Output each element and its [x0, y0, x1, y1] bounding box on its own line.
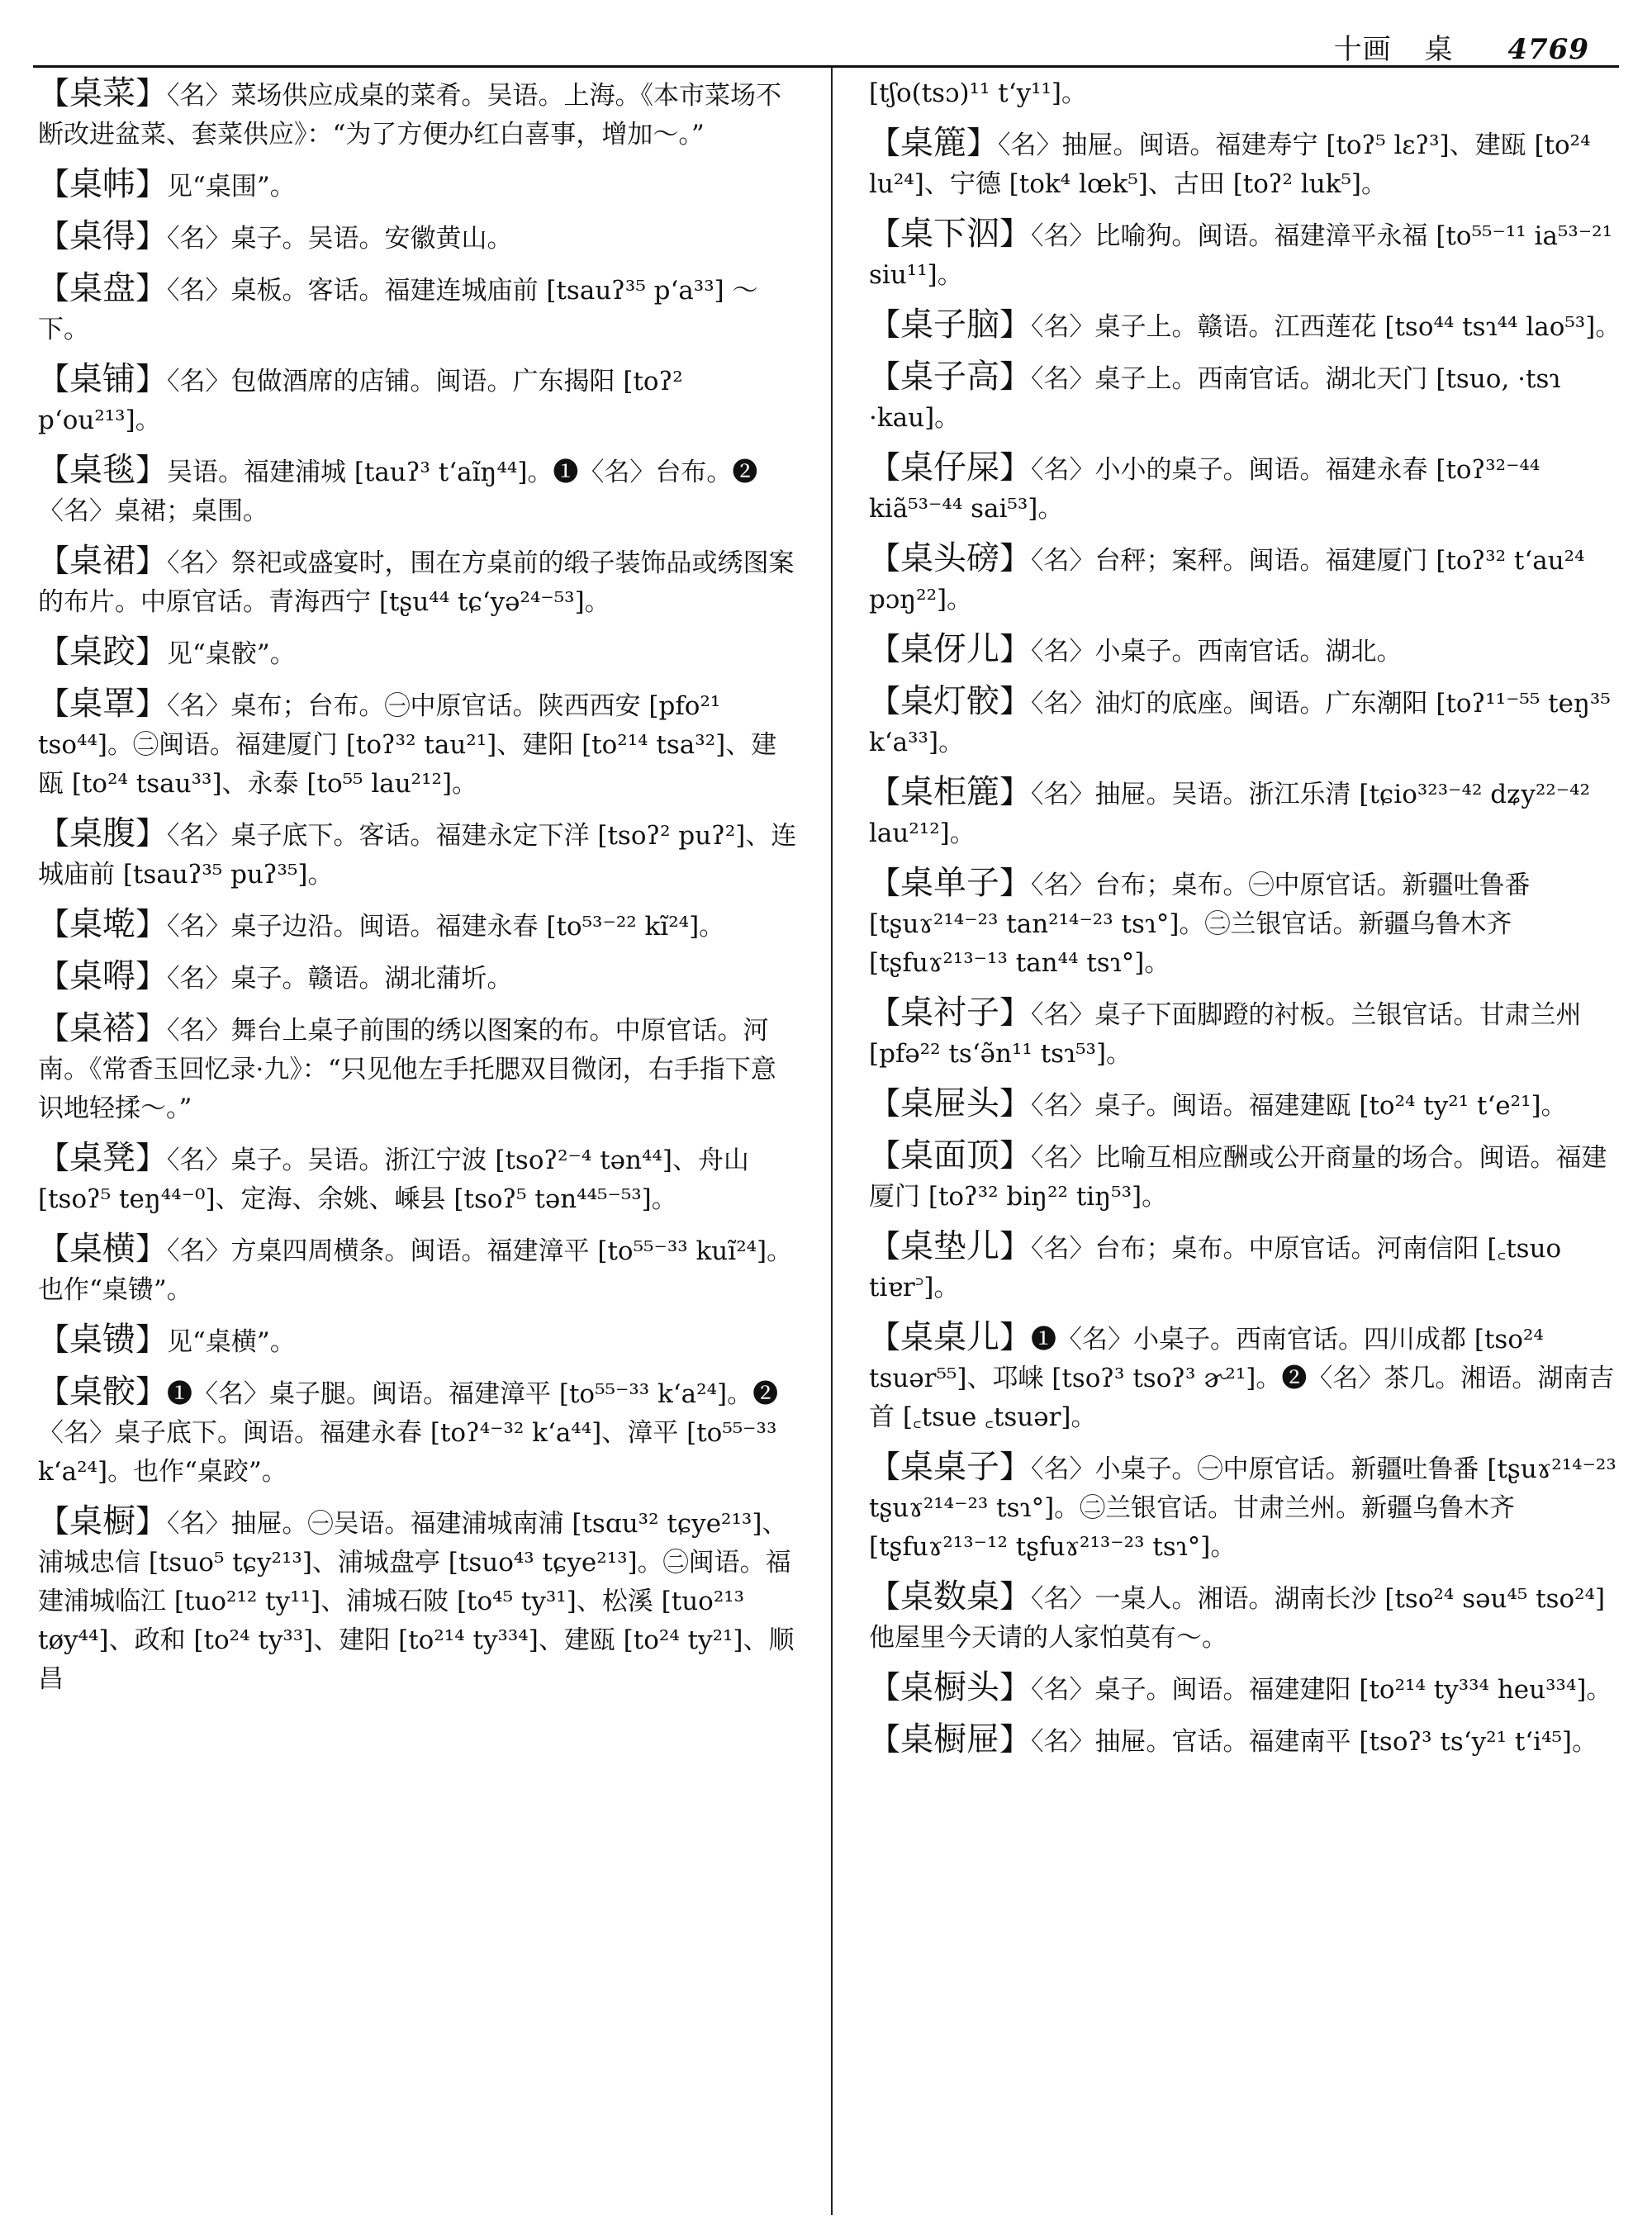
dictionary-entry [33, 360, 801, 440]
entry-headword: 桌铺 [69, 360, 136, 398]
headword-bracket-open: 【 [869, 683, 901, 719]
headword-bracket-open: 【 [38, 361, 70, 397]
entry-headword: 桌伢儿 [900, 630, 1000, 668]
headword-bracket-close: 】 [999, 1578, 1032, 1615]
headword-bracket-open: 【 [38, 1010, 70, 1046]
headword-bracket-close: 】 [135, 1231, 168, 1267]
headword-bracket-open: 【 [869, 1669, 901, 1706]
headword-bracket-open: 【 [38, 906, 70, 942]
dictionary-entry [864, 1318, 1632, 1437]
entry-headword: 桌镄 [69, 1321, 136, 1359]
entry-headword: 桌桌子 [900, 1448, 1000, 1486]
dictionary-entry [864, 124, 1632, 204]
headword-bracket-open: 【 [869, 1578, 901, 1615]
headword-bracket-open: 【 [869, 865, 901, 901]
dictionary-entry [33, 1373, 801, 1492]
entry-definition: 〈名〉桌子。吴语。浙江宁波 [tsoʔ²⁻⁴ tən⁴⁴]、舟山 [tsoʔ⁵ teŋ⁴⁴⁻⁰]、定海、余姚、嵊县 [tsoʔ⁵ tən⁴⁴⁵⁻⁵³]。 [38, 1146, 749, 1214]
dictionary-entry [864, 448, 1632, 529]
dictionary-entry [864, 1720, 1632, 1762]
headword-bracket-close: 】 [999, 1085, 1032, 1122]
dictionary-entry [864, 1084, 1632, 1126]
entry-definition: 〈名〉抽屉。官话。福建南平 [tsoʔ³ tsʻy²¹ tʻi⁴⁵]。 [1031, 1727, 1598, 1757]
dictionary-entry [33, 1139, 801, 1219]
headword-bracket-open: 【 [38, 686, 70, 722]
entry-definition: 见“桌骹”。 [167, 639, 296, 669]
entry-definition: 〈名〉桌子边沿。闽语。福建永春 [to⁵³⁻²² kĩ²⁴]。 [167, 912, 725, 942]
headword-bracket-close: 】 [999, 1137, 1032, 1174]
entry-headword: 桌仔屎 [900, 448, 1000, 486]
entry-definition: 吴语。福建浦城 [tauʔ³ tʻaĩŋ⁴⁴]。❶〈名〉台布。❷〈名〉桌裙；桌围。 [38, 458, 758, 526]
entry-headword: 桌桌儿 [900, 1318, 1000, 1356]
dictionary-entry [864, 358, 1632, 438]
entry-headword: 桌盘 [69, 269, 136, 307]
entry-headword: 桌单子 [900, 864, 1000, 902]
headword-bracket-open: 【 [869, 631, 901, 667]
entry-definition: 〈名〉桌子。闽语。福建建阳 [to²¹⁴ ty³³⁴ heu³³⁴]。 [1031, 1675, 1612, 1705]
entry-definition: 〈名〉舞台上桌子前围的绣以图案的布。中原官话。河南。《常香玉回忆录·九》：“只见他左手托腮双目微闭，右手指下意识地轻揉～。” [38, 1016, 776, 1123]
headword-bracket-open: 【 [869, 1721, 901, 1758]
dictionary-entry [864, 1136, 1632, 1217]
dictionary-entry [864, 994, 1632, 1074]
dictionary-entry [864, 630, 1632, 671]
dictionary-entry [33, 74, 801, 154]
dictionary-entry [33, 814, 801, 894]
entry-definition: 〈名〉台布；桌布。㊀中原官话。新疆吐鲁番 [tʂuɤ²¹⁴⁻²³ tan²¹⁴⁻²³ tsɿ°]。㊁兰银官话。新疆乌鲁木齐 [tʂfuɤ²¹³⁻¹³ tan⁴⁴ tsɿ°]。 [869, 871, 1531, 978]
dictionary-entry [864, 1227, 1632, 1307]
dictionary-entry [33, 685, 801, 804]
headword-bracket-open: 【 [38, 958, 70, 994]
entry-definition: ❶〈名〉桌子腿。闽语。福建漳平 [to⁵⁵⁻³³ kʻa²⁴]。❷〈名〉桌子底下。闽语。福建永春 [toʔ⁴⁻³² kʻa⁴⁴]、漳平 [to⁵⁵⁻³³ kʻa²⁴]。也作“桌跤”。 [38, 1379, 779, 1487]
entry-headword: 桌横 [69, 1230, 136, 1268]
headword-bracket-open: 【 [38, 166, 70, 202]
headword-bracket-close: 】 [135, 361, 168, 397]
entry-headword: 桌橱屉 [900, 1720, 1000, 1758]
entry-definition: 〈名〉小小的桌子。闽语。福建永春 [toʔ³²⁻⁴⁴ kiã⁵³⁻⁴⁴ sai⁵³]。 [869, 455, 1540, 524]
header-headword: 桌 [1424, 33, 1454, 66]
entry-definition: [tʃo(tsɔ)¹¹ tʻy¹¹]。 [869, 78, 1088, 108]
headword-bracket-open: 【 [869, 1085, 901, 1122]
headword-bracket-close: 】 [135, 1503, 168, 1540]
entry-headword: 桌嘚 [69, 957, 136, 995]
entry-definition: 〈名〉桌子。赣语。湖北蒲圻。 [167, 964, 513, 994]
headword-bracket-close: 】 [999, 540, 1032, 576]
headword-bracket-close: 】 [135, 906, 168, 942]
dictionary-entry [33, 165, 801, 206]
headword-bracket-open: 【 [869, 1449, 901, 1485]
entry-headword: 桌毯 [69, 451, 136, 489]
entry-headword: 桌凳 [69, 1139, 136, 1177]
entry-headword: 桌簏 [900, 124, 967, 162]
page-number: 4769 [1507, 33, 1589, 66]
entry-definition: 〈名〉小桌子。西南官话。湖北。 [1031, 637, 1403, 667]
entry-definition: 〈名〉比喻狗。闽语。福建漳平永福 [to⁵⁵⁻¹¹ ia⁵³⁻²¹ siu¹¹]。 [869, 221, 1612, 290]
dictionary-entry [864, 773, 1632, 853]
headword-bracket-open: 【 [869, 1228, 901, 1264]
headword-bracket-open: 【 [869, 994, 901, 1031]
entry-headword: 桌屉头 [900, 1084, 1000, 1122]
entry-definition: 〈名〉桌子底下。客话。福建永定下洋 [tsoʔ² puʔ²]、连城庙前 [tsauʔ³⁵ puʔ³⁵]。 [38, 821, 797, 890]
left-column [33, 74, 801, 1710]
headword-bracket-close: 】 [999, 306, 1032, 343]
dictionary-entry [864, 1578, 1632, 1658]
entry-definition: 〈名〉桌布；台布。㊀中原官话。陕西西安 [pfo²¹ tso⁴⁴]。㊁闽语。福建厦门 [toʔ³² tau²¹]、建阳 [to²¹⁴ tsa³²]、建瓯 [to²⁴ tsau³³]、永泰 [to⁵⁵ lau²¹²]。 [38, 691, 777, 799]
headword-bracket-open: 【 [869, 358, 901, 395]
headword-bracket-close: 】 [999, 216, 1032, 252]
entry-definition: 〈名〉桌子上。赣语。江西莲花 [tso⁴⁴ tsɿ⁴⁴ lao⁵³]。 [1031, 312, 1621, 342]
dictionary-entry [33, 269, 801, 349]
dictionary-entry [33, 1502, 801, 1699]
entry-definition: 〈名〉桌子下面脚蹬的衬板。兰银官话。甘肃兰州 [pfə²² tsʻə̃n¹¹ tsɿ⁵³]。 [869, 1000, 1582, 1069]
headword-bracket-close: 】 [999, 994, 1032, 1031]
header-rule [33, 65, 1619, 68]
entry-headword: 桌跤 [69, 633, 136, 671]
dictionary-entry [33, 217, 801, 259]
dictionary-entry [864, 682, 1632, 762]
dictionary-entry [864, 74, 1632, 113]
headword-bracket-close: 】 [135, 75, 168, 112]
headword-bracket-open: 【 [38, 218, 70, 254]
headword-bracket-close: 】 [135, 1140, 168, 1176]
dictionary-entry [33, 1009, 801, 1128]
dictionary-entry [33, 1321, 801, 1362]
dictionary-entry [33, 1230, 801, 1310]
headword-bracket-close: 】 [999, 774, 1032, 810]
headword-bracket-close: 】 [999, 449, 1032, 486]
entry-headword: 桌橱 [69, 1502, 136, 1540]
headword-bracket-open: 【 [38, 1503, 70, 1540]
entry-headword: 桌墘 [69, 905, 136, 943]
headword-bracket-close: 】 [999, 1721, 1032, 1758]
headword-bracket-close: 】 [135, 270, 168, 306]
entry-definition: 〈名〉抽屉。闽语。福建寿宁 [toʔ⁵ lɛʔ³]、建瓯 [to²⁴ lu²⁴]、宁德 [tok⁴ lœk⁵]、古田 [toʔ² luk⁵]。 [869, 130, 1591, 199]
entry-headword: 桌骹 [69, 1373, 136, 1411]
headword-bracket-close: 】 [135, 166, 168, 202]
entry-headword: 桌下泅 [900, 215, 1000, 253]
entry-headword: 桌数桌 [900, 1578, 1000, 1616]
entry-headword: 桌褡 [69, 1009, 136, 1047]
stroke-section: 十画 [1333, 33, 1392, 66]
headword-bracket-open: 【 [38, 543, 70, 579]
entry-definition: 〈名〉台秤；案秤。闽语。福建厦门 [toʔ³² tʻau²⁴ pɔŋ²²]。 [869, 546, 1585, 614]
headword-bracket-close: 】 [999, 1669, 1032, 1706]
dictionary-entry [864, 539, 1632, 619]
dictionary-entry [33, 633, 801, 674]
entry-headword: 桌罩 [69, 685, 136, 723]
headword-bracket-open: 【 [38, 815, 70, 852]
dictionary-entry [33, 542, 801, 622]
dictionary-entry [864, 215, 1632, 295]
headword-bracket-open: 【 [38, 75, 70, 112]
entry-definition: 〈名〉桌子。吴语。安徽黄山。 [167, 224, 513, 254]
entry-headword: 桌灯骹 [900, 682, 1000, 720]
headword-bracket-close: 】 [135, 452, 168, 488]
headword-bracket-open: 【 [38, 633, 70, 670]
headword-bracket-open: 【 [869, 1319, 901, 1355]
entry-definition: 〈名〉桌子。闽语。福建建瓯 [to²⁴ ty²¹ tʻe²¹]。 [1031, 1091, 1567, 1121]
dictionary-entry [33, 451, 801, 531]
headword-bracket-close: 】 [999, 631, 1032, 667]
entry-definition: 〈名〉小桌子。㊀中原官话。新疆吐鲁番 [tʂuɤ²¹⁴⁻²³ tʂuɤ²¹⁴⁻²³ tsɿ°]。㊁兰银官话。甘肃兰州。新疆乌鲁木齐 [tʂfuɤ²¹³⁻¹² tʂfuɤ²¹³⁻²³ tsɿ°]。 [869, 1454, 1616, 1562]
headword-bracket-close: 】 [999, 683, 1032, 719]
entry-definition: 〈名〉桌板。客话。福建连城庙前 [tsauʔ³⁵ pʻa³³] ～下。 [38, 276, 758, 344]
dictionary-entry [33, 957, 801, 999]
entry-headword: 桌得 [69, 217, 136, 255]
headword-bracket-open: 【 [869, 306, 901, 343]
headword-bracket-close: 】 [135, 958, 168, 994]
dictionary-entry [864, 1668, 1632, 1710]
headword-bracket-close: 】 [135, 1321, 168, 1358]
entry-headword: 桌头磅 [900, 539, 1000, 577]
headword-bracket-open: 【 [869, 216, 901, 252]
headword-bracket-open: 【 [38, 1231, 70, 1267]
entry-definition: 〈名〉台布；桌布。中原官话。河南信阳 [꜀tsuo tiɐr꜄]。 [869, 1234, 1562, 1302]
headword-bracket-close: 】 [135, 1374, 168, 1410]
running-head [1334, 26, 1589, 67]
entry-headword: 桌橱头 [900, 1668, 1000, 1706]
dictionary-entry [864, 1448, 1632, 1567]
headword-bracket-close: 】 [135, 815, 168, 852]
headword-bracket-open: 【 [38, 1374, 70, 1410]
headword-bracket-close: 】 [135, 633, 168, 670]
headword-bracket-open: 【 [38, 1321, 70, 1358]
headword-bracket-close: 】 [999, 1319, 1032, 1355]
headword-bracket-open: 【 [869, 1137, 901, 1174]
headword-bracket-close: 】 [999, 1449, 1032, 1485]
headword-bracket-open: 【 [38, 1140, 70, 1176]
entry-definition: 〈名〉抽屉。吴语。浙江乐清 [tɕio³²³⁻⁴² dʑy²²⁻⁴² lau²¹²]。 [869, 780, 1591, 848]
entry-definition: 〈名〉桌子上。西南官话。湖北天门 [tsuo, ·tsɿ ·kau]。 [869, 364, 1561, 433]
entry-definition: 〈名〉方桌四周横条。闽语。福建漳平 [to⁵⁵⁻³³ kuĩ²⁴]。也作“桌镄”。 [38, 1236, 793, 1305]
entry-headword: 桌菜 [69, 74, 136, 112]
headword-bracket-open: 【 [38, 452, 70, 488]
entry-definition: 〈名〉抽屉。㊀吴语。福建浦城南浦 [tsɑu³² tɕye²¹³]、浦城忠信 [tsuo⁵ tɕy²¹³]、浦城盘亭 [tsuo⁴³ tɕye²¹³]。㊁闽语。福建浦城临江 [tuo²¹² ty¹¹]、浦城石陂 [to⁴⁵ ty³¹]、松溪 [tuo²¹³ tøy⁴⁴]、政和 [to²⁴ ty³³]、建阳 [to²¹⁴ ty³³⁴]、建瓯 [to²⁴ ty²¹]、顺昌 [38, 1509, 795, 1694]
entry-definition: 〈名〉菜场供应成桌的菜肴。吴语。上海。《本市菜场不断改进盆菜、套菜供应》：“为了方便办红白喜事，增加～。” [38, 81, 782, 149]
dictionary-entry [33, 905, 801, 947]
headword-bracket-close: 】 [135, 543, 168, 579]
headword-bracket-open: 【 [869, 540, 901, 576]
entry-headword: 桌子高 [900, 358, 1000, 396]
headword-bracket-open: 【 [869, 125, 901, 161]
headword-bracket-open: 【 [869, 774, 901, 810]
entry-headword: 桌子脑 [900, 306, 1000, 344]
headword-bracket-close: 】 [135, 218, 168, 254]
headword-bracket-close: 】 [999, 1228, 1032, 1264]
headword-bracket-close: 】 [135, 686, 168, 722]
dictionary-entry [864, 306, 1632, 347]
headword-bracket-close: 】 [999, 865, 1032, 901]
page-header [33, 18, 1619, 68]
entry-definition: 〈名〉一桌人。湘语。湖南长沙 [tso²⁴ səu⁴⁵ tso²⁴] 他屋里今天请的人家怕莫有～。 [869, 1584, 1606, 1653]
headword-bracket-open: 【 [869, 449, 901, 486]
column-divider [831, 68, 833, 2215]
entry-definition: 见“桌横”。 [167, 1327, 296, 1357]
entry-definition: ❶〈名〉小桌子。西南官话。四川成都 [tso²⁴ tsuər⁵⁵]、邛崃 [tsoʔ³ tsoʔ³ ɚ²¹]。❷〈名〉茶几。湘语。湖南吉首 [꜀tsue ꜀tsuər]。 [869, 1325, 1615, 1432]
headword-bracket-open: 【 [38, 270, 70, 306]
headword-bracket-close: 】 [999, 358, 1032, 395]
entry-headword: 桌衬子 [900, 994, 1000, 1032]
entry-headword: 桌帏 [69, 165, 136, 203]
entry-definition: 〈名〉油灯的底座。闽语。广东潮阳 [toʔ¹¹⁻⁵⁵ teŋ³⁵ kʻa³³]。 [869, 689, 1611, 757]
headword-bracket-close: 】 [966, 125, 999, 161]
entry-headword: 桌柜簏 [900, 773, 1000, 811]
dictionary-entry [864, 864, 1632, 983]
right-column [864, 74, 1632, 1772]
entry-definition: 〈名〉祭祀或盛宴时，围在方桌前的缎子装饰品或绣图案的布片。中原官话。青海西宁 [tʂu⁴⁴ tɕʻyə²⁴⁻⁵³]。 [38, 548, 795, 617]
entry-headword: 桌垫儿 [900, 1227, 1000, 1265]
entry-definition: 见“桌围”。 [167, 172, 296, 202]
entry-headword: 桌裙 [69, 542, 136, 580]
entry-headword: 桌腹 [69, 814, 136, 852]
entry-headword: 桌面顶 [900, 1136, 1000, 1174]
headword-bracket-close: 】 [135, 1010, 168, 1046]
entry-definition: 〈名〉比喻互相应酬或公开商量的场合。闽语。福建厦门 [toʔ³² biŋ²² tiŋ⁵³]。 [869, 1143, 1607, 1212]
entry-definition: 〈名〉包做酒席的店铺。闽语。广东揭阳 [toʔ² pʻou²¹³]。 [38, 367, 683, 435]
